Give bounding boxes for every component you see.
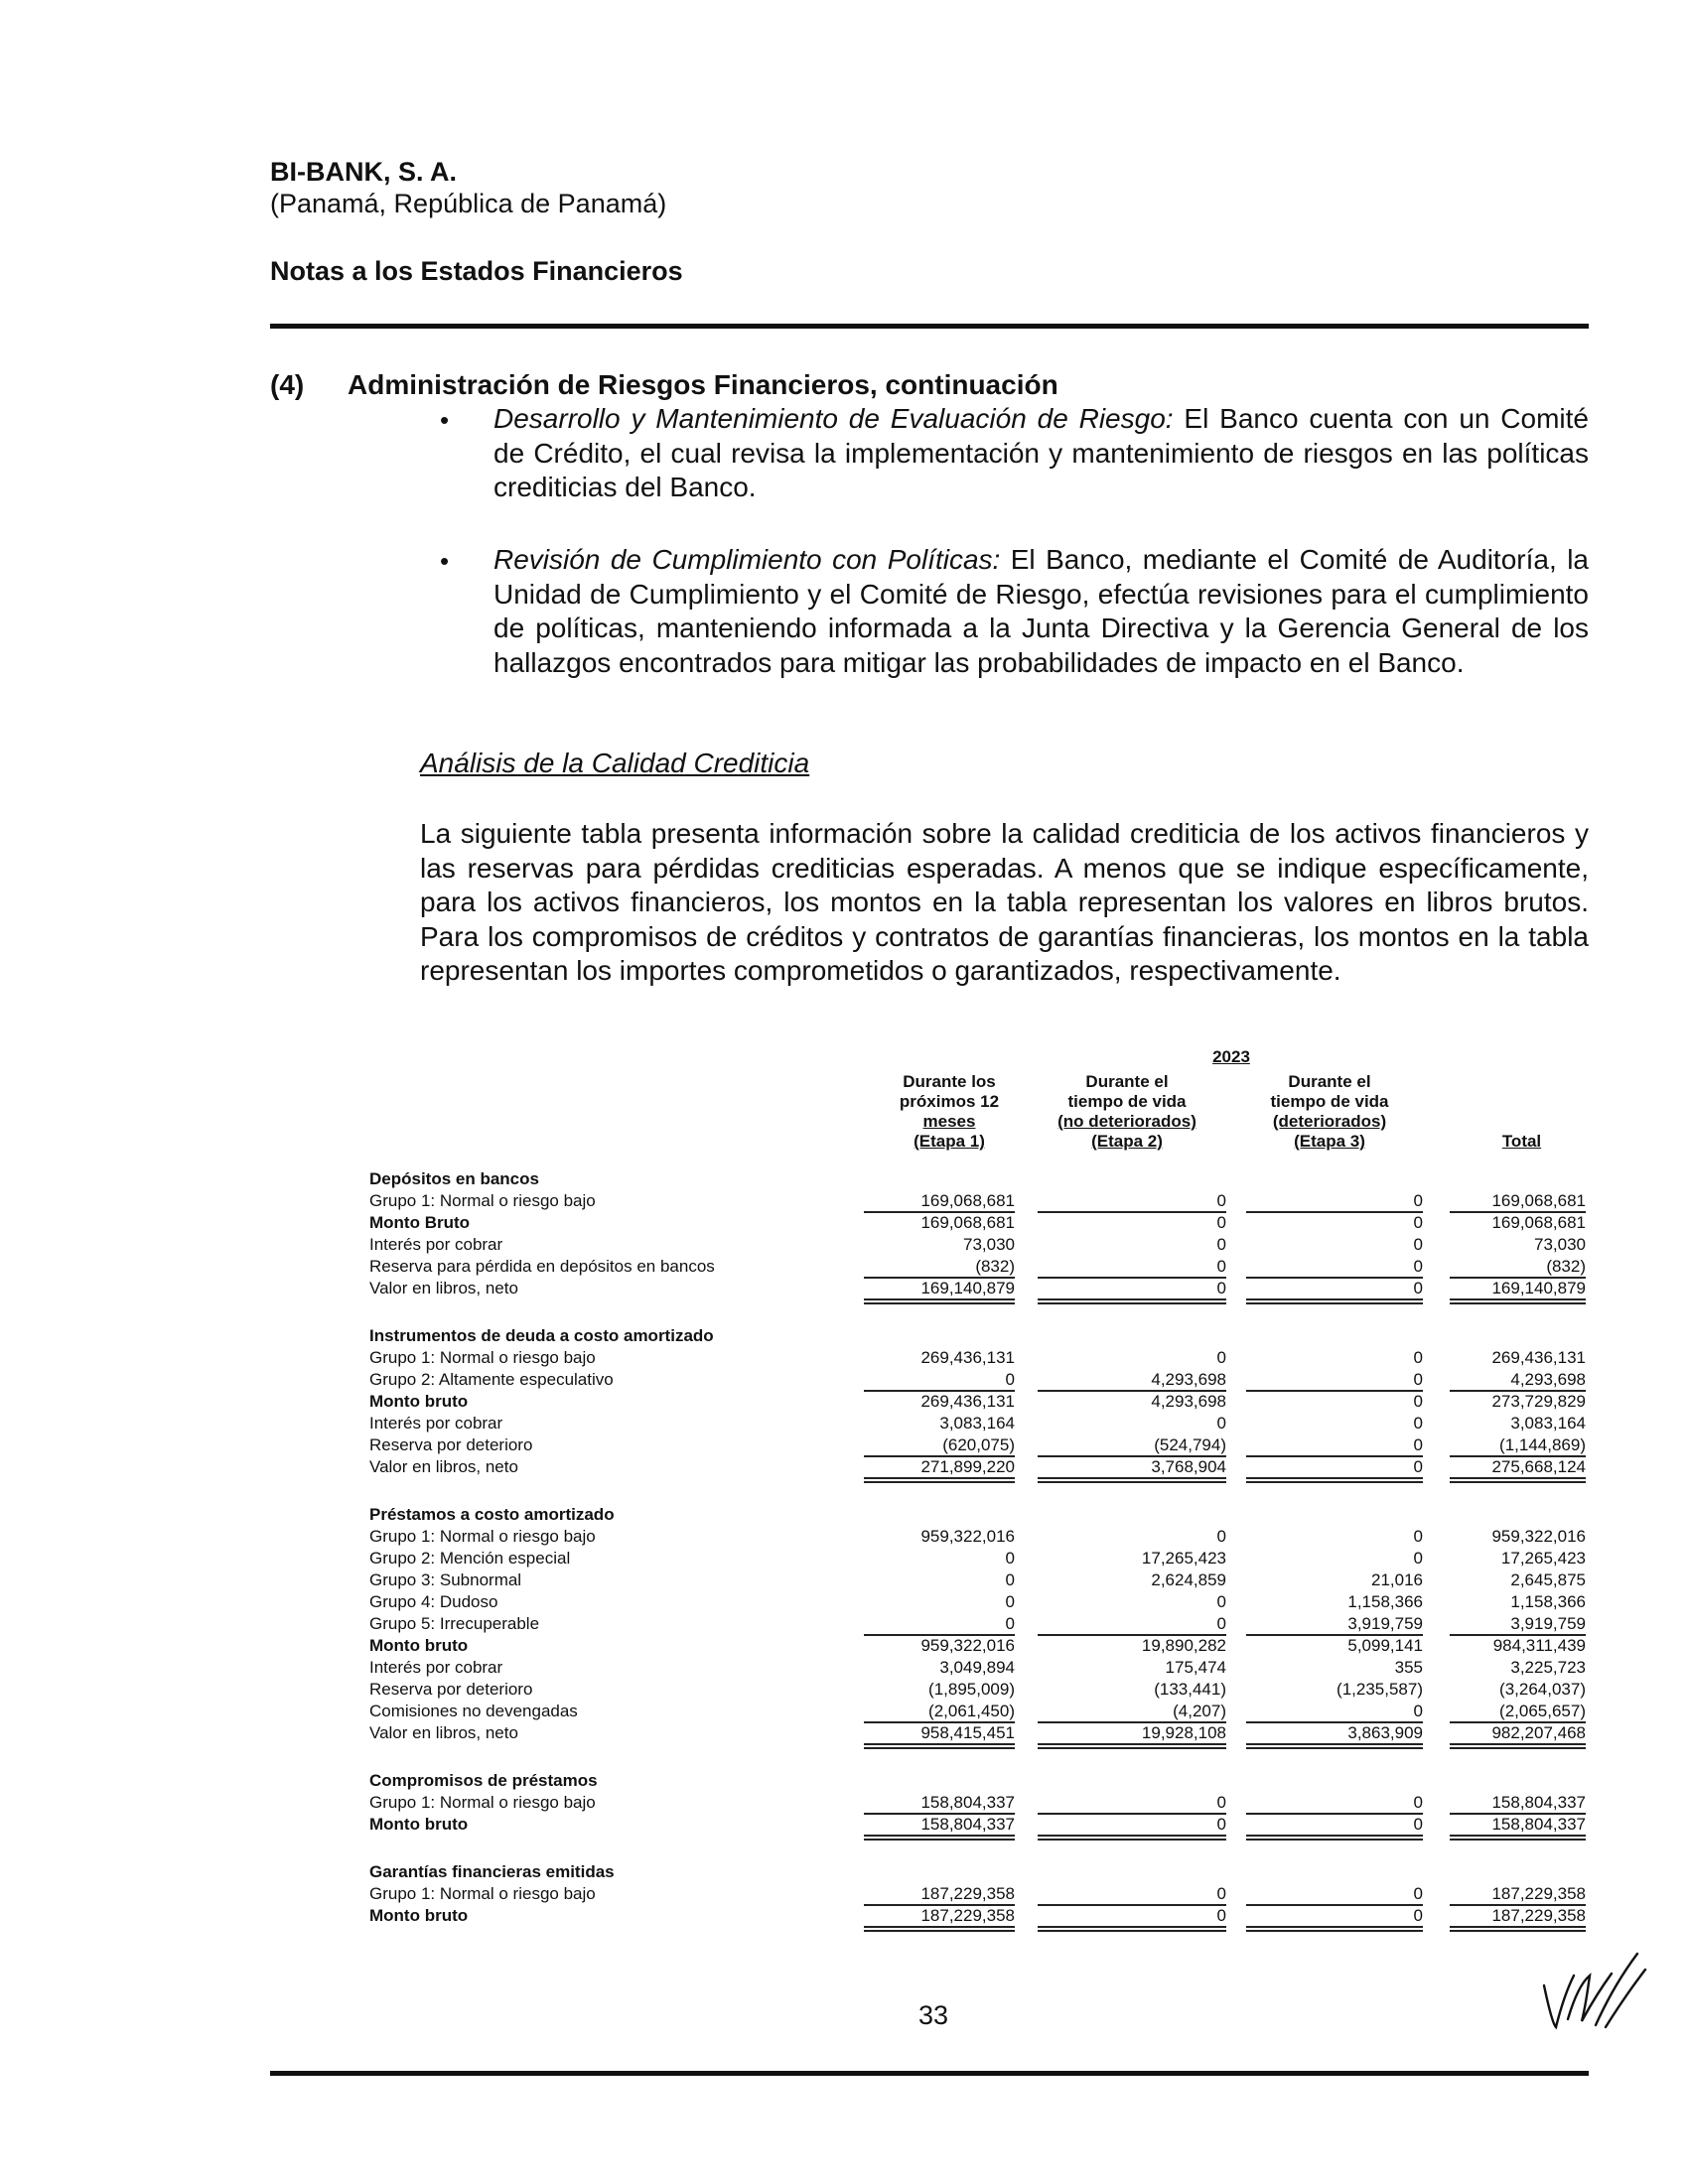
cell-col-3: 355	[1394, 1658, 1423, 1677]
table-row	[0, 1862, 1688, 1884]
table-row	[0, 1191, 1688, 1213]
subtotal-underline	[1246, 1211, 1423, 1213]
cell-col-2: 0	[1216, 1279, 1226, 1297]
cell-col-3: 0	[1413, 1257, 1423, 1276]
cell-col-2: 0	[1216, 1884, 1226, 1903]
subtotal-underline	[1246, 1813, 1423, 1815]
signature-mark	[1534, 1936, 1653, 2035]
cell-col-1: 269,436,131	[920, 1392, 1015, 1411]
cell-col-4: 17,265,423	[1500, 1549, 1586, 1568]
row-label: Monto bruto	[369, 1636, 469, 1655]
cell-col-4: (3,264,037)	[1499, 1680, 1586, 1699]
col3-line1: Durante el	[1288, 1072, 1371, 1091]
cell-col-1: 187,229,358	[920, 1884, 1015, 1903]
row-label: Grupo 5: Irrecuperable	[369, 1614, 540, 1633]
cell-col-3: 0	[1413, 1414, 1423, 1433]
table-row	[0, 1592, 1688, 1614]
cell-col-3: 0	[1413, 1702, 1423, 1720]
row-label: Interés por cobrar	[369, 1414, 503, 1433]
row-label: Grupo 1: Normal o riesgo bajo	[369, 1191, 596, 1210]
table-year: 2023	[1212, 1047, 1250, 1066]
subtotal-underline	[1246, 1721, 1423, 1723]
row-label: Instrumentos de deuda a costo amortizado	[369, 1326, 714, 1345]
cell-col-2: 4,293,698	[1151, 1370, 1226, 1389]
subtotal-underline	[1038, 1813, 1226, 1815]
cell-col-3: 0	[1413, 1213, 1423, 1232]
table-row	[0, 1906, 1688, 1928]
row-label: Comisiones no devengadas	[369, 1702, 578, 1720]
table-row	[0, 1549, 1688, 1570]
cell-col-4: 169,068,681	[1491, 1213, 1586, 1232]
row-label: Monto bruto	[369, 1392, 469, 1411]
cell-col-3: (1,235,587)	[1336, 1680, 1423, 1699]
cell-col-1: 3,049,894	[939, 1658, 1015, 1677]
total-double-underline	[1246, 1743, 1423, 1749]
subtotal-underline	[1038, 1390, 1226, 1392]
table-row	[0, 1414, 1688, 1435]
cell-col-1: (1,895,009)	[928, 1680, 1015, 1699]
section-title: Administración de Riesgos Financieros, continuación	[348, 369, 1058, 400]
cell-col-3: 0	[1413, 1370, 1423, 1389]
cell-col-2: (133,441)	[1154, 1680, 1226, 1699]
cell-col-4: (1,144,869)	[1499, 1435, 1586, 1454]
cell-col-4: 158,804,337	[1491, 1793, 1586, 1812]
row-label: Grupo 4: Dudoso	[369, 1592, 498, 1611]
cell-col-1: 0	[1005, 1570, 1015, 1589]
subtotal-underline	[1450, 1277, 1586, 1279]
cell-col-2: 0	[1216, 1614, 1226, 1633]
cell-col-1: 0	[1005, 1549, 1015, 1568]
cell-col-3: 0	[1413, 1457, 1423, 1476]
cell-col-2: 0	[1216, 1213, 1226, 1232]
subheading: Análisis de la Calidad Crediticia	[420, 748, 810, 778]
table-row	[0, 1392, 1688, 1414]
notes-title: Notas a los Estados Financieros	[270, 256, 683, 286]
cell-col-3: 0	[1413, 1235, 1423, 1254]
cell-col-4: 187,229,358	[1491, 1884, 1586, 1903]
table-row	[0, 1815, 1688, 1837]
row-label: Préstamos a costo amortizado	[369, 1505, 615, 1524]
row-label: Garantías financieras emitidas	[369, 1862, 615, 1881]
row-label: Compromisos de préstamos	[369, 1771, 598, 1790]
total-double-underline	[1038, 1298, 1226, 1304]
cell-col-4: 3,919,759	[1510, 1614, 1586, 1633]
cell-col-4: 73,030	[1534, 1235, 1586, 1254]
bullet-text-1: El Banco cuenta con un Comité de Crédito, el cual revisa la implementación y mantenimiento de riesgos en las políticas crediticias del Banco.	[493, 403, 1589, 502]
row-label: Monto bruto	[369, 1906, 469, 1925]
table-row	[0, 1435, 1688, 1457]
row-label: Reserva para pérdida en depósitos en bancos	[369, 1257, 715, 1276]
bullet-title-1: Desarrollo y Mantenimiento de Evaluación de Riesgo:	[493, 403, 1174, 434]
cell-col-4: 169,068,681	[1491, 1191, 1586, 1210]
total-double-underline	[1450, 1298, 1586, 1304]
total-double-underline	[1246, 1477, 1423, 1483]
row-label: Interés por cobrar	[369, 1658, 503, 1677]
top-rule	[270, 324, 1589, 329]
table-row	[0, 1636, 1688, 1658]
cell-col-2: 0	[1216, 1592, 1226, 1611]
table-row	[0, 1326, 1688, 1348]
total-double-underline	[1038, 1477, 1226, 1483]
row-label: Valor en libros, neto	[369, 1457, 518, 1476]
total-double-underline	[864, 1835, 1015, 1841]
subtotal-underline	[1450, 1904, 1586, 1906]
cell-col-1: 187,229,358	[920, 1906, 1015, 1925]
subtotal-underline	[1450, 1813, 1586, 1815]
col1-line1: Durante los	[903, 1072, 996, 1091]
cell-col-1: (2,061,450)	[928, 1702, 1015, 1720]
subtotal-underline	[864, 1813, 1015, 1815]
cell-col-3: 0	[1413, 1191, 1423, 1210]
total-double-underline	[1450, 1477, 1586, 1483]
subtotal-underline	[864, 1455, 1015, 1457]
cell-col-4: 187,229,358	[1491, 1906, 1586, 1925]
cell-col-1: 0	[1005, 1370, 1015, 1389]
cell-col-3: 0	[1413, 1348, 1423, 1367]
page-number: 33	[917, 2000, 949, 2030]
cell-col-4: 3,083,164	[1510, 1414, 1586, 1433]
subtotal-underline	[1246, 1634, 1423, 1636]
table-row	[0, 1658, 1688, 1680]
cell-col-3: 3,919,759	[1347, 1614, 1423, 1633]
row-label: Depósitos en bancos	[369, 1169, 539, 1188]
total-double-underline	[1038, 1835, 1226, 1841]
subtotal-underline	[1038, 1277, 1226, 1279]
bottom-rule	[270, 2071, 1589, 2076]
bullet-paragraph-2	[493, 543, 1589, 680]
col2-line3: (no deteriorados)	[1057, 1112, 1196, 1131]
cell-col-1: 959,322,016	[920, 1636, 1015, 1655]
column-header-etapa-3	[1236, 1072, 1423, 1152]
total-double-underline	[864, 1298, 1015, 1304]
cell-col-3: 0	[1413, 1884, 1423, 1903]
cell-col-4: 959,322,016	[1491, 1527, 1586, 1546]
subtotal-underline	[1450, 1634, 1586, 1636]
cell-col-4: 273,729,829	[1491, 1392, 1586, 1411]
total-double-underline	[1038, 1926, 1226, 1932]
cell-col-3: 0	[1413, 1527, 1423, 1546]
subtotal-underline	[1038, 1721, 1226, 1723]
row-label: Grupo 1: Normal o riesgo bajo	[369, 1793, 596, 1812]
subtotal-underline	[1038, 1455, 1226, 1457]
row-label: Grupo 1: Normal o riesgo bajo	[369, 1527, 596, 1546]
bullet-text-2: El Banco, mediante el Comité de Auditoría, la Unidad de Cumplimiento y el Comité de Riesgo, efectúa revisiones para el cumplimiento de políticas, manteniendo informada a la Junta Directiva y la Gerencia General de los hallazgos encontrados para mitigar las probabilidades de impacto en el Banco.	[493, 544, 1589, 678]
cell-col-4: 1,158,366	[1510, 1592, 1586, 1611]
cell-col-2: 0	[1216, 1906, 1226, 1925]
subtotal-underline	[1246, 1455, 1423, 1457]
cell-col-2: 19,928,108	[1141, 1723, 1226, 1742]
row-label: Grupo 1: Normal o riesgo bajo	[369, 1348, 596, 1367]
col3-line4: (Etapa 3)	[1294, 1132, 1365, 1151]
table-row	[0, 1680, 1688, 1702]
row-label: Grupo 2: Mención especial	[369, 1549, 571, 1568]
cell-col-1: 269,436,131	[920, 1348, 1015, 1367]
intro-paragraph: La siguiente tabla presenta información sobre la calidad crediticia de los activos financieros y las reservas para pérdidas crediticias esperadas. A menos que se indique específicamente, para los activos financieros, los montos en la tabla representan los valores en libros brutos. Para los compromisos de créditos y contratos de garantías financieras, los montos en la tabla representan los importes comprometidos o garantizados, respectivamente.	[420, 818, 1589, 986]
table-row	[0, 1235, 1688, 1257]
subtotal-underline	[1450, 1390, 1586, 1392]
subtotal-underline	[1038, 1904, 1226, 1906]
subtotal-underline	[1450, 1455, 1586, 1457]
cell-col-1: 158,804,337	[920, 1815, 1015, 1834]
subtotal-underline	[1038, 1634, 1226, 1636]
cell-col-1: 169,068,681	[920, 1191, 1015, 1210]
total-double-underline	[1246, 1298, 1423, 1304]
cell-col-2: 3,768,904	[1151, 1457, 1226, 1476]
cell-col-3: 1,158,366	[1347, 1592, 1423, 1611]
cell-col-1: 73,030	[963, 1235, 1015, 1254]
row-label: Grupo 3: Subnormal	[369, 1570, 522, 1589]
cell-col-1: (832)	[975, 1257, 1015, 1276]
col2-line4: (Etapa 2)	[1091, 1132, 1163, 1151]
total-double-underline	[1450, 1743, 1586, 1749]
bullet-dot-2: •	[440, 546, 450, 576]
cell-col-1: 3,083,164	[939, 1414, 1015, 1433]
company-country: (Panamá, República de Panamá)	[270, 189, 667, 218]
cell-col-3: 0	[1413, 1435, 1423, 1454]
cell-col-4: 982,207,468	[1491, 1723, 1586, 1742]
bullet-title-2: Revisión de Cumplimiento con Políticas:	[493, 544, 1001, 575]
section-number: (4)	[270, 369, 305, 400]
cell-col-2: 0	[1216, 1414, 1226, 1433]
bullet-dot-1: •	[440, 405, 450, 435]
subtotal-underline	[1246, 1390, 1423, 1392]
total-double-underline	[864, 1743, 1015, 1749]
col2-line2: tiempo de vida	[1067, 1092, 1187, 1111]
col2-line1: Durante el	[1085, 1072, 1169, 1091]
cell-col-1: 0	[1005, 1592, 1015, 1611]
subtotal-underline	[864, 1721, 1015, 1723]
column-header-etapa-1	[864, 1072, 1035, 1152]
cell-col-2: 0	[1216, 1793, 1226, 1812]
cell-col-4: 275,668,124	[1491, 1457, 1586, 1476]
subtotal-underline	[864, 1390, 1015, 1392]
cell-col-4: (832)	[1546, 1257, 1586, 1276]
cell-col-3: 0	[1413, 1815, 1423, 1834]
cell-col-4: 2,645,875	[1510, 1570, 1586, 1589]
cell-col-4: 4,293,698	[1510, 1370, 1586, 1389]
total-double-underline	[1450, 1835, 1586, 1841]
bullet-paragraph-1	[493, 402, 1589, 505]
cell-col-2: (524,794)	[1154, 1435, 1226, 1454]
row-label: Reserva por deterioro	[369, 1435, 533, 1454]
cell-col-3: 0	[1413, 1906, 1423, 1925]
row-label: Grupo 2: Altamente especulativo	[369, 1370, 614, 1389]
row-label: Reserva por deterioro	[369, 1680, 533, 1699]
table-row	[0, 1614, 1688, 1636]
cell-col-2: 175,474	[1165, 1658, 1226, 1677]
cell-col-3: 0	[1413, 1549, 1423, 1568]
cell-col-2: 17,265,423	[1141, 1549, 1226, 1568]
total-double-underline	[1246, 1835, 1423, 1841]
cell-col-1: 958,415,451	[920, 1723, 1015, 1742]
table-row	[0, 1457, 1688, 1479]
subtotal-underline	[864, 1277, 1015, 1279]
subtotal-underline	[864, 1904, 1015, 1906]
col3-line3: (deteriorados)	[1272, 1112, 1387, 1131]
cell-col-1: 959,322,016	[920, 1527, 1015, 1546]
cell-col-2: 4,293,698	[1151, 1392, 1226, 1411]
row-label: Monto Bruto	[369, 1213, 471, 1232]
cell-col-4: 158,804,337	[1491, 1815, 1586, 1834]
cell-col-1: 169,140,879	[920, 1279, 1015, 1297]
cell-col-3: 0	[1413, 1793, 1423, 1812]
cell-col-3: 0	[1413, 1279, 1423, 1297]
table-row	[0, 1884, 1688, 1906]
row-label: Monto bruto	[369, 1815, 469, 1834]
cell-col-2: 0	[1216, 1527, 1226, 1546]
subtotal-underline	[1246, 1277, 1423, 1279]
subtotal-underline	[1450, 1211, 1586, 1213]
cell-col-2: 2,624,859	[1151, 1570, 1226, 1589]
table-row	[0, 1570, 1688, 1592]
cell-col-3: 5,099,141	[1347, 1636, 1423, 1655]
subtotal-underline	[1038, 1211, 1226, 1213]
col1-line3: meses	[922, 1112, 976, 1131]
cell-col-3: 21,016	[1371, 1570, 1423, 1589]
total-double-underline	[864, 1926, 1015, 1932]
cell-col-4: 169,140,879	[1491, 1279, 1586, 1297]
cell-col-2: 0	[1216, 1191, 1226, 1210]
table-row	[0, 1279, 1688, 1300]
cell-col-2: 0	[1216, 1257, 1226, 1276]
company-name: BI-BANK, S. A.	[270, 157, 457, 187]
table-row	[0, 1348, 1688, 1370]
row-label: Valor en libros, neto	[369, 1279, 518, 1297]
cell-col-4: 3,225,723	[1510, 1658, 1586, 1677]
table-row	[0, 1702, 1688, 1723]
row-label: Grupo 1: Normal o riesgo bajo	[369, 1884, 596, 1903]
subtotal-underline	[1450, 1721, 1586, 1723]
total-double-underline	[1450, 1926, 1586, 1932]
subtotal-underline	[1246, 1904, 1423, 1906]
cell-col-2: 0	[1216, 1235, 1226, 1254]
table-row	[0, 1370, 1688, 1392]
cell-col-1: (620,075)	[942, 1435, 1015, 1454]
subtotal-underline	[864, 1634, 1015, 1636]
cell-col-2: 0	[1216, 1815, 1226, 1834]
total-double-underline	[1038, 1743, 1226, 1749]
column-header-etapa-2	[1028, 1072, 1226, 1152]
cell-col-3: 3,863,909	[1347, 1723, 1423, 1742]
col1-line4: (Etapa 1)	[914, 1132, 985, 1151]
col4-line4: Total	[1501, 1132, 1542, 1151]
row-label: Valor en libros, neto	[369, 1723, 518, 1742]
cell-col-1: 271,899,220	[920, 1457, 1015, 1476]
cell-col-4: 269,436,131	[1491, 1348, 1586, 1367]
table-row	[0, 1793, 1688, 1815]
table-row	[0, 1527, 1688, 1549]
cell-col-1: 169,068,681	[920, 1213, 1015, 1232]
cell-col-4: (2,065,657)	[1499, 1702, 1586, 1720]
column-header-total	[1455, 1132, 1589, 1152]
total-double-underline	[864, 1477, 1015, 1483]
subtotal-underline	[864, 1211, 1015, 1213]
total-double-underline	[1246, 1926, 1423, 1932]
table-row	[0, 1213, 1688, 1235]
table-row	[0, 1169, 1688, 1191]
cell-col-2: 0	[1216, 1348, 1226, 1367]
table-row	[0, 1771, 1688, 1793]
cell-col-3: 0	[1413, 1392, 1423, 1411]
table-row	[0, 1257, 1688, 1279]
cell-col-1: 158,804,337	[920, 1793, 1015, 1812]
row-label: Interés por cobrar	[369, 1235, 503, 1254]
table-row	[0, 1505, 1688, 1527]
col1-line2: próximos 12	[899, 1092, 1000, 1111]
cell-col-4: 984,311,439	[1492, 1636, 1586, 1655]
cell-col-2: (4,207)	[1173, 1702, 1226, 1720]
table-row	[0, 1723, 1688, 1745]
col3-line2: tiempo de vida	[1270, 1092, 1389, 1111]
cell-col-2: 19,890,282	[1141, 1636, 1226, 1655]
cell-col-1: 0	[1005, 1614, 1015, 1633]
